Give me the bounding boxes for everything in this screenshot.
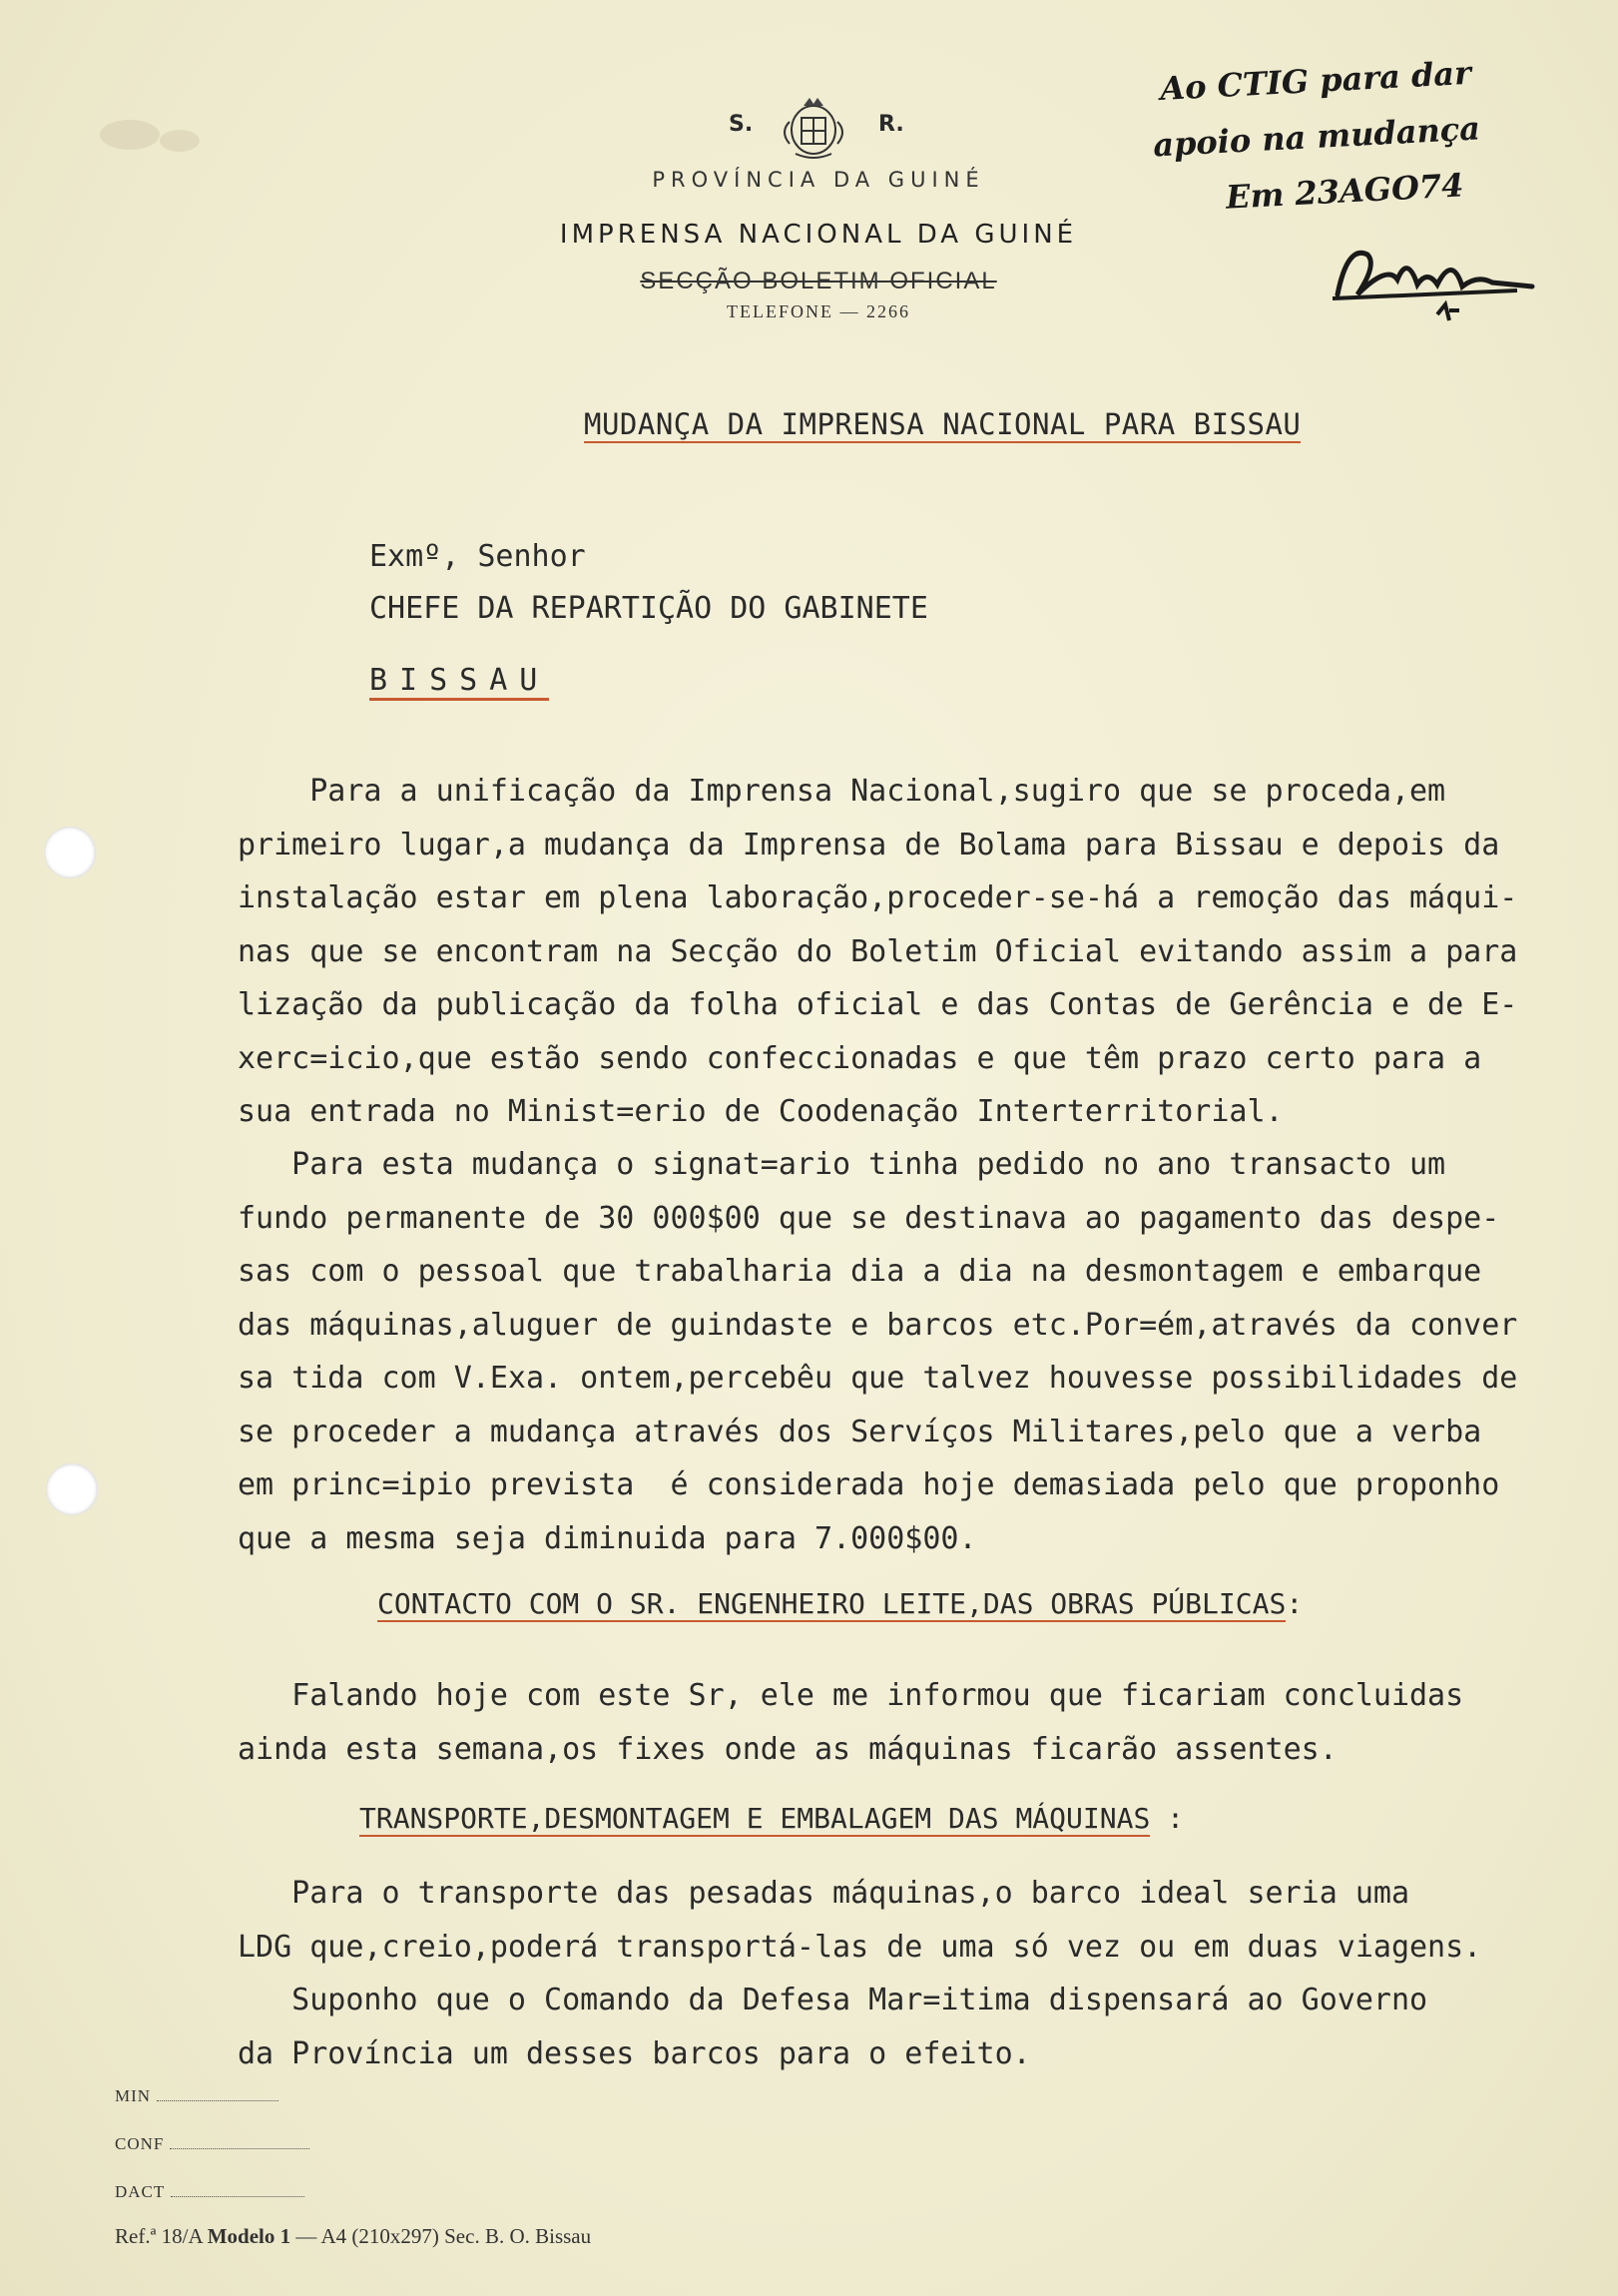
document-title: MUDANÇA DA IMPRENSA NACIONAL PARA BISSAU (584, 407, 1302, 441)
handwritten-line: Ao CTIG para dar (1159, 53, 1472, 109)
text-line: Para a unificação da Imprensa Nacional,sugiro que se proceda,em (238, 774, 1446, 809)
heading-text: TRANSPORTE,DESMONTAGEM E EMBALAGEM DAS MÁQUINAS (359, 1802, 1151, 1835)
text-line: sua entrada no Minist=erio de Coodenação Interterritorial. (238, 1094, 1284, 1129)
paragraph-transport (238, 1867, 1618, 2080)
text-line: sa tida com V.Exa. ontem,percebêu que talvez houvesse possibilidades de (238, 1361, 1518, 1396)
letterhead (479, 92, 1158, 322)
punch-hole (46, 1463, 98, 1515)
text-line: primeiro lugar,a mudança da Imprensa de Bolama para Bissau e depois da (238, 827, 1500, 862)
footer-conf (115, 2134, 309, 2154)
text-line: Para esta mudança o signat=ario tinha pedido no ano transacto um (238, 1147, 1446, 1182)
recipient: CHEFE DA REPARTIÇÃO DO GABINETE (369, 591, 928, 626)
punch-hole (44, 827, 96, 878)
paper-stain (160, 130, 200, 152)
text-line: sas com o pessoal que trabalharia dia a dia na desmontagem e embarque (238, 1254, 1482, 1289)
text-line: da Província um desses barcos para o efeito. (238, 2035, 1031, 2071)
text-line: Para o transporte das pesadas máquinas,o barco ideal seria uma (238, 1876, 1409, 1911)
coat-of-arms-icon (774, 92, 853, 162)
section-heading-contact (377, 1587, 1303, 1620)
text-line: ainda esta semana,os fixes onde as máquinas ficarão assentes. (238, 1731, 1338, 1767)
footer-min-label: MIN (115, 2086, 152, 2105)
text-line: instalação estar em plena laboração,proceder-se-há a remoção das máqui- (238, 880, 1518, 915)
text-line: que a mesma seja diminuida para 7.000$00. (238, 1520, 977, 1556)
city: BISSAU (369, 663, 549, 701)
text-line: em princ=ipio prevista é considerada hoje demasiada pelo que proponho (238, 1467, 1500, 1502)
letterhead-s: S. (729, 112, 754, 137)
paragraph-contact (238, 1669, 1618, 1776)
paragraph-budget (238, 1138, 1618, 1565)
dotted-line (171, 2196, 304, 2197)
text-line: LDG que,creio,poderá transportá-las de uma só vez ou em duas viagens. (238, 1929, 1482, 1965)
ref-model: Modelo 1 (207, 2224, 291, 2248)
telephone: TELEFONE — 2266 (727, 301, 910, 321)
footer-min (115, 2086, 278, 2106)
province-name: PROVÍNCIA DA GUINÉ (652, 168, 985, 192)
text-line: xerc=icio,que estão sendo confeccionadas e que têm prazo certo para a (238, 1040, 1482, 1076)
text-line: fundo permanente de 30 000$00 que se destinava ao pagamento das despe- (238, 1200, 1500, 1236)
dotted-line (170, 2148, 309, 2149)
ref-rest: — A4 (210x297) Sec. B. O. Bissau (295, 2224, 592, 2248)
ref-prefix: Ref.ª 18/A (115, 2224, 203, 2248)
letterhead-r: R. (878, 112, 904, 137)
section-heading-transport (359, 1802, 1184, 1835)
footer-conf-label: CONF (115, 2134, 165, 2153)
text-line: se proceder a mudança através dos Servíços Militares,pelo que a verba (238, 1414, 1482, 1449)
footer-dact (115, 2182, 304, 2202)
imprensa-name: IMPRENSA NACIONAL DA GUINÉ (559, 220, 1078, 250)
form-reference (115, 2224, 591, 2249)
dotted-line (157, 2100, 278, 2101)
handwritten-date: Em 23AGO74 (1225, 166, 1465, 217)
section-name: SECÇÃO BOLETIM OFICIAL (640, 268, 997, 294)
heading-text: CONTACTO COM O SR. ENGENHEIRO LEITE,DAS OBRAS PÚBLICAS (377, 1587, 1287, 1620)
handwritten-signature (1318, 225, 1547, 334)
heading-colon: : (1286, 1587, 1304, 1620)
text-line: nas que se encontram na Secção do Boletim Oficial evitando assim a para (238, 933, 1518, 969)
paper-stain (100, 120, 160, 150)
footer-dact-label: DACT (115, 2182, 166, 2201)
handwritten-note (1152, 39, 1586, 229)
salutation: Exmº, Senhor (369, 539, 586, 574)
handwritten-line: apoio na mudança (1152, 109, 1481, 165)
text-line: das máquinas,aluguer de guindaste e barcos etc.Por=ém,através da conver (238, 1307, 1518, 1343)
text-line: lização da publicação da folha oficial e das Contas de Gerência e de E- (238, 987, 1518, 1022)
text-line: Suponho que o Comando da Defesa Mar=itima dispensará ao Governo (238, 1983, 1428, 2017)
text-line: Falando hoje com este Sr, ele me informou que ficariam concluidas (238, 1678, 1464, 1713)
heading-colon: : (1150, 1802, 1185, 1835)
paragraph-unification (238, 765, 1618, 1139)
